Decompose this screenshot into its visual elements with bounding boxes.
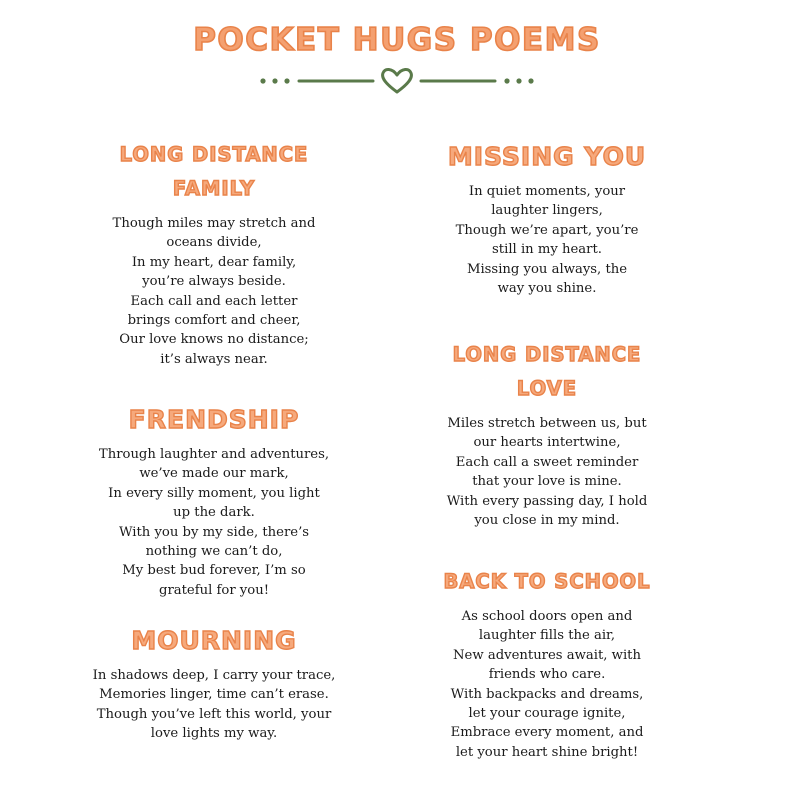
poem-title: BACK TO SCHOOL <box>443 570 651 593</box>
divider-dot <box>504 78 509 83</box>
heart-icon <box>383 69 412 92</box>
divider-dot <box>284 78 289 83</box>
poem-body: In quiet moments, your laughter lingers, Though we’re apart, you’re still in my heart. Missing you always, the way you shine. <box>455 184 639 297</box>
page-title: POCKET HUGS POEMS <box>193 22 601 58</box>
divider-dot <box>528 78 533 83</box>
poem-body: Miles stretch between us, but our hearts intertwine, Each call a sweet reminder that your love is mine. With every passing day, I hold you close in my mind. <box>446 416 648 529</box>
poem-body: As school doors open and laughter fills the air, New adventures await, with friends who care. With backpacks and dreams, let your courage ignite, Embrace every moment, and let your heart shine bright! <box>450 609 644 760</box>
poem-body: Though miles may stretch and oceans divide, In my heart, dear family, you’re always beside. Each call and each letter brings comfort and cheer, Our love knows no distance; it’s always near. <box>112 216 316 367</box>
poem-title: MOURNING <box>131 626 297 655</box>
poem-body: In shadows deep, I carry your trace, Memories linger, time can’t erase. Though you’ve left this world, your love lights my way. <box>92 668 336 742</box>
poem-title: LONG DISTANCE FAMILY <box>119 143 309 200</box>
poem-title: LONG DISTANCE LOVE <box>452 343 642 400</box>
poem-body: Through laughter and adventures, we’ve made our mark, In every silly moment, you light up the dark. With you by my side, there’s nothing we can’t do, My best bud forever, I’m so grateful for you! <box>98 447 330 598</box>
poem-long-distance-family <box>64 138 364 369</box>
poem-mourning <box>64 624 364 744</box>
poem-frendship <box>64 403 364 600</box>
divider-dot <box>260 78 265 83</box>
poem-title: FRENDSHIP <box>128 405 300 434</box>
divider-dot <box>516 78 521 83</box>
heart-divider <box>255 64 539 98</box>
poem-missing-you <box>397 140 697 298</box>
poem-back-to-school <box>397 565 697 762</box>
poem-title: MISSING YOU <box>447 142 647 171</box>
poem-long-distance-love <box>397 338 697 530</box>
divider-dot <box>272 78 277 83</box>
